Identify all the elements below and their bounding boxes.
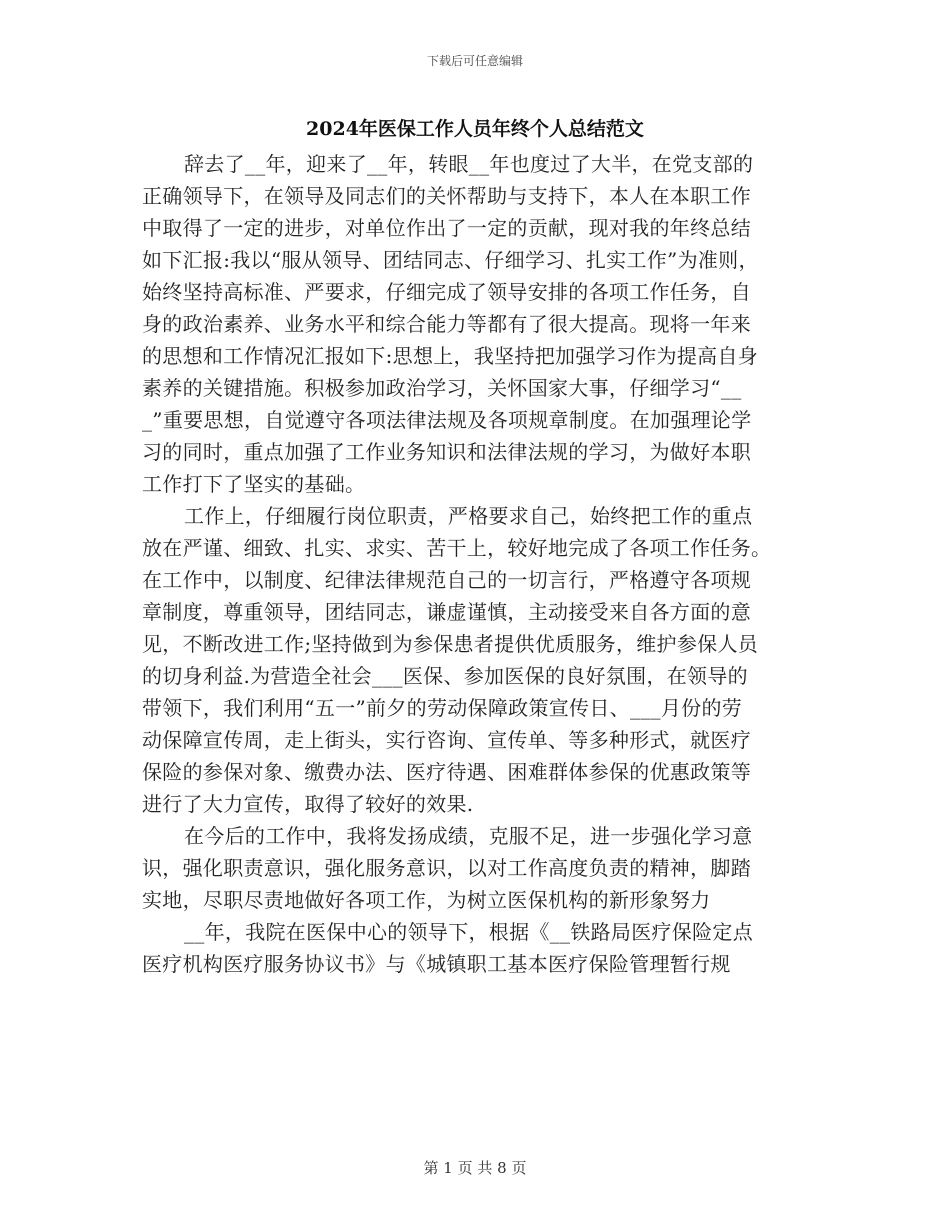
text-line: 章制度，尊重领导，团结同志，谦虚谨慎，主动接受来自各方面的意 <box>142 600 751 624</box>
text-line: 见，不断改进工作;坚持做到为参保患者提供优质服务，维护参保人员 <box>142 632 759 656</box>
text-line: 身的政治素养、业务水平和综合能力等都有了很大提高。现将一年来 <box>142 312 751 336</box>
text-line: 的思想和工作情况汇报如下:思想上，我坚持把加强学习作为提高自身 <box>142 344 759 368</box>
text-line: 正确领导下，在领导及同志们的关怀帮助与支持下，本人在本职工作 <box>142 184 751 208</box>
page-footer: 第 1 页 共 8 页 <box>423 1159 527 1177</box>
paragraph-4 <box>142 916 814 980</box>
paragraph-2 <box>142 500 814 820</box>
text-line: 带领下，我们利用“五一”前夕的劳动保障政策宣传日、___月份的劳 <box>142 696 743 720</box>
text-line: _”重要思想，自觉遵守各项法律法规及各项规章制度。在加强理论学 <box>142 408 752 432</box>
text-line: 工作上，仔细履行岗位职责，严格要求自己，始终把工作的重点 <box>184 504 753 528</box>
text-line: 习的同时，重点加强了工作业务知识和法律法规的学习，为做好本职 <box>142 440 751 464</box>
text-line: 如下汇报:我以“服从领导、团结同志、仔细学习、扎实工作”为准则， <box>142 248 759 272</box>
text-line: 进行了大力宣传，取得了较好的效果. <box>142 792 474 816</box>
text-line: 保险的参保对象、缴费办法、医疗待遇、困难群体参保的优惠政策等 <box>142 760 751 784</box>
text-line: 中取得了一定的进步，对单位作出了一定的贡献，现对我的年终总结 <box>142 216 751 240</box>
text-line: 工作打下了坚实的基础。 <box>142 472 366 496</box>
text-line: 实地，尽职尽责地做好各项工作，为树立医保机构的新形象努力 <box>142 888 711 912</box>
text-line: 放在严谨、细致、扎实、求实、苦干上，较好地完成了各项工作任务。 <box>142 536 772 560</box>
text-line: 辞去了__年，迎来了__年，转眼__年也度过了大半，在党支部的 <box>184 152 754 176</box>
paragraph-3 <box>142 820 814 916</box>
page-header: 下载后可任意编辑 <box>426 54 523 68</box>
text-line: __年，我院在医保中心的领导下，根据《__铁路局医疗保险定点 <box>184 920 753 944</box>
text-line: 在工作中，以制度、纪律法律规范自己的一切言行，严格遵守各项规 <box>142 568 751 592</box>
text-line: 动保障宣传周，走上街头，实行咨询、宣传单、等多种形式，就医疗 <box>142 728 751 752</box>
text-line: 在今后的工作中，我将发扬成绩，克服不足，进一步强化学习意 <box>184 824 753 848</box>
text-line: 医疗机构医疗服务协议书》与《城镇职工基本医疗保险管理暂行规 <box>142 952 731 976</box>
text-line: 素养的关键措施。积极参加政治学习，关怀国家大事，仔细学习“__ <box>142 376 742 400</box>
paragraph-1 <box>142 148 814 500</box>
text-line: 识，强化职责意识，强化服务意识，以对工作高度负责的精神，脚踏 <box>142 856 751 880</box>
text-line: 的切身利益.为营造全社会___医保、参加医保的良好氛围，在领导的 <box>142 664 748 688</box>
text-line: 始终坚持高标准、严要求，仔细完成了领导安排的各项工作任务，自 <box>142 280 751 304</box>
document-title: 2024年医保工作人员年终个人总结范文 <box>306 118 644 140</box>
document-body <box>142 148 814 980</box>
